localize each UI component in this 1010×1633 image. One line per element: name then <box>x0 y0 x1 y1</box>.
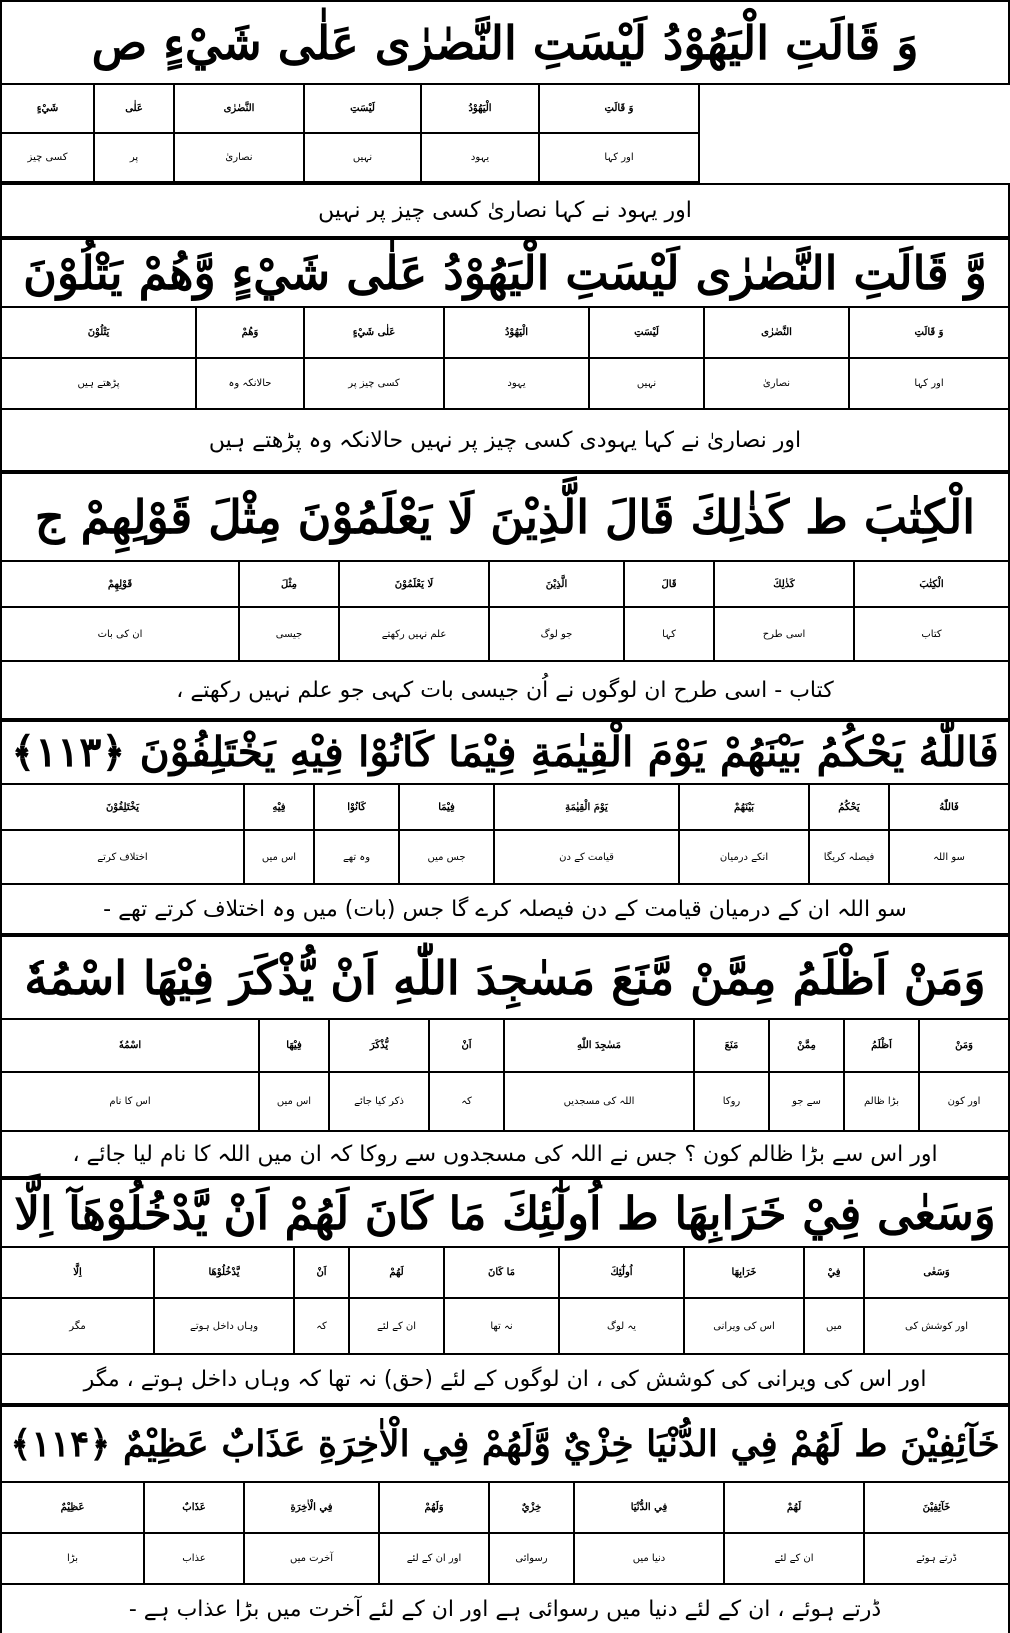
word-arabic: النَّصٰرٰى <box>703 308 848 357</box>
word-meaning: اس میں <box>258 1073 328 1130</box>
word-meaning: سے جو <box>768 1073 843 1130</box>
word-arabic: اَنْ <box>428 1020 503 1071</box>
word-arabic: وَسَعٰى <box>863 1248 1008 1297</box>
word-meaning: کہا <box>623 608 713 660</box>
word-meaning: ان کے لئے <box>723 1534 863 1583</box>
verse-line <box>0 720 1010 785</box>
word-arabic: فِيْ <box>803 1248 863 1297</box>
word-meaning: ڈرتے ہوئے <box>863 1534 1008 1583</box>
word-arabic: شَيْءٍ <box>36 103 59 114</box>
word-arabic: عَلٰى شَيْءٍ <box>303 308 443 357</box>
word-meaning: نہ تھا <box>443 1299 558 1353</box>
verse-text: خَآئِفِيْنَ ط لَهُمْ فِي الدُّنْيَا خِزْيٌ وَّلَهُمْ فِي الْاٰخِرَةِ عَذَابٌ عَظِيْمٌ ﴿۱۱۴﴾ <box>10 1423 1000 1465</box>
word-meaning: آخرت میں <box>243 1534 378 1583</box>
translation-line <box>0 183 1010 238</box>
word-meaning: ان کی بات <box>97 628 143 640</box>
word-arabic: فِي الْاٰخِرَةِ <box>243 1483 378 1532</box>
word-meaning: بڑا ظالم <box>843 1073 918 1130</box>
word-meaning: اور کوشش کی <box>863 1299 1008 1353</box>
translation-line <box>0 1585 1010 1633</box>
word-meaning: پڑھتے ہیں <box>77 378 120 389</box>
word-meaning: میں <box>803 1299 863 1353</box>
word-meaning: نصاریٰ <box>173 134 303 181</box>
word-arabic: وَمَنْ <box>918 1020 1008 1071</box>
word-meaning: جیسی <box>238 608 338 660</box>
word-meaning: فیصلہ کریگا <box>808 831 888 883</box>
word-meaning: حالانکہ وہ <box>195 359 303 408</box>
word-meaning: کتاب <box>853 608 1008 660</box>
word-arabic: فِيْهِ <box>243 785 313 829</box>
translation-text: ڈرتے ہوئے ، ان کے لئے دنیا میں رسوائی ہے اور ان کے لئے آخرت میں بڑا عذاب ہے - <box>128 1596 882 1622</box>
word-arabic: عَظِيْمٌ <box>60 1502 85 1513</box>
word-meaning: قیامت کے دن <box>493 831 678 883</box>
word-meaning: بڑا <box>66 1553 79 1564</box>
translation-line <box>0 885 1010 935</box>
word-grid <box>0 1483 1010 1585</box>
verse-text: وَّ قَالَتِ النَّصٰرٰى لَيْسَتِ الْيَهُوْدُ عَلٰى شَيْءٍ وَّهُمْ يَتْلُوْنَ <box>23 246 987 300</box>
word-arabic: اِلَّا <box>73 1267 82 1279</box>
word-meaning: اللہ کی مسجدیں <box>503 1073 693 1130</box>
word-arabic: مَنَعَ <box>693 1020 768 1071</box>
word-meaning: اور کہا <box>848 359 1008 408</box>
word-arabic: اسْمُهٗ <box>118 1040 142 1052</box>
verse-line <box>0 1178 1010 1248</box>
translation-line <box>0 1132 1010 1178</box>
word-meaning: سو اللہ <box>888 831 1008 883</box>
word-meaning: کہ <box>293 1299 348 1353</box>
verse-line <box>0 0 1010 85</box>
word-meaning: پر <box>93 134 173 181</box>
word-arabic: اُولٰٓئِكَ <box>558 1248 683 1297</box>
word-meaning: یہ لوگ <box>558 1299 683 1353</box>
word-meaning: یہود <box>443 359 588 408</box>
word-arabic: خَآئِفِيْنَ <box>863 1483 1008 1532</box>
word-arabic: لَا يَعْلَمُوْنَ <box>338 562 488 606</box>
verse-line <box>0 238 1010 308</box>
word-arabic: الَّذِيْنَ <box>488 562 623 606</box>
word-arabic: فِي الدُّنْيَا <box>573 1483 723 1532</box>
word-meaning: مگر <box>69 1320 86 1332</box>
word-arabic: مَا كَانَ <box>443 1248 558 1297</box>
word-meaning: نہیں <box>303 134 420 181</box>
word-meaning: اس میں <box>243 831 313 883</box>
word-meaning: کسی چیز <box>27 152 68 163</box>
word-arabic: لَهُمْ <box>348 1248 443 1297</box>
word-arabic: عَذَابٌ <box>143 1483 243 1532</box>
word-arabic: الْيَهُوْدُ <box>443 308 588 357</box>
word-meaning: اختلاف کرتے <box>97 851 148 863</box>
word-meaning: ذکر کیا جائے <box>328 1073 428 1130</box>
verse-text: الْكِتٰبَ ط كَذٰلِكَ قَالَ الَّذِيْنَ لَا يَعْلَمُوْنَ مِثْلَ قَوْلِهِمْ ج <box>34 490 976 544</box>
word-arabic: اَنْ <box>293 1248 348 1297</box>
word-arabic: الْيَهُوْدُ <box>420 85 538 132</box>
word-meaning: وہ تھے <box>313 831 398 883</box>
word-meaning: اس کی ویرانی <box>683 1299 803 1353</box>
word-arabic: يَخْتَلِفُوْنَ <box>105 801 140 813</box>
word-grid <box>0 785 1010 885</box>
word-grid <box>0 1020 1010 1132</box>
word-grid <box>0 562 1010 662</box>
word-arabic: يَّدْخُلُوْهَا <box>153 1248 293 1297</box>
word-arabic: اَظْلَمُ <box>843 1020 918 1071</box>
word-meaning: اور ان کے لئے <box>378 1534 488 1583</box>
word-grid <box>0 308 1010 410</box>
word-meaning: یہود <box>420 134 538 181</box>
word-meaning: وہاں داخل ہوتے <box>153 1299 293 1353</box>
word-arabic: قَوْلِهِمْ <box>107 578 133 590</box>
verse-text: وَمَنْ اَظْلَمُ مِمَّنْ مَّنَعَ مَسٰجِدَ اللّٰهِ اَنْ يُّذْكَرَ فِيْهَا اسْمُهٗ <box>24 950 986 1005</box>
word-meaning: عذاب <box>143 1534 243 1583</box>
word-arabic: قَالَ <box>623 562 713 606</box>
word-arabic: بَيْنَهُمْ <box>678 785 808 829</box>
word-arabic: وَهُمْ <box>195 308 303 357</box>
word-arabic: وَ قَالَتِ <box>538 85 698 132</box>
word-grid <box>0 1248 1010 1355</box>
word-meaning: رسوائی <box>488 1534 573 1583</box>
word-arabic: كَذٰلِكَ <box>713 562 853 606</box>
word-arabic: وَلَهُمْ <box>378 1483 488 1532</box>
word-arabic: يَحْكُمُ <box>808 785 888 829</box>
verse-text: وَ قَالَتِ الْيَهُوْدُ لَيْسَتِ النَّصٰرٰى عَلٰى شَيْءٍ ص <box>91 15 919 70</box>
word-arabic: خَرَابِهَا <box>683 1248 803 1297</box>
translation-text: کتاب - اسی طرح ان لوگوں نے اُن جیسی بات کہی جو علم نہیں رکھتے ، <box>176 677 834 703</box>
word-meaning: انکے درمیان <box>678 831 808 883</box>
word-arabic: الْكِتٰبَ <box>853 562 1008 606</box>
word-meaning: نصاریٰ <box>703 359 848 408</box>
verse-text: وَسَعٰى فِيْ خَرَابِهَا ط اُولٰٓئِكَ مَا كَانَ لَهُمْ اَنْ يَّدْخُلُوْهَآ اِلَّا <box>14 1186 996 1240</box>
word-meaning: کہ <box>428 1073 503 1130</box>
translation-line <box>0 662 1010 720</box>
word-arabic: فِيْمَا <box>398 785 493 829</box>
word-arabic: وَ قَالَتِ <box>848 308 1008 357</box>
word-arabic: مَسٰجِدَ اللّٰهِ <box>503 1020 693 1071</box>
word-arabic: لَيْسَتِ <box>303 85 420 132</box>
word-meaning: دنیا میں <box>573 1534 723 1583</box>
translation-text: اور اس سے بڑا ظالم کون ؟ جس نے اللہ کی مسجدوں سے روکا کہ ان میں اللہ کا نام لیا جائے ، <box>72 1141 938 1167</box>
word-arabic: عَلٰى <box>93 85 173 132</box>
word-meaning: اسی طرح <box>713 608 853 660</box>
verse-line <box>0 1405 1010 1483</box>
word-arabic: يُّذْكَرَ <box>328 1020 428 1071</box>
word-meaning: جو لوگ <box>488 608 623 660</box>
word-meaning: روکا <box>693 1073 768 1130</box>
word-meaning: اور کون <box>918 1073 1008 1130</box>
word-meaning: ان کے لئے <box>348 1299 443 1353</box>
word-arabic: النَّصٰرٰى <box>173 85 303 132</box>
word-meaning: نہیں <box>588 359 703 408</box>
verse-text: فَاللّٰهُ يَحْكُمُ بَيْنَهُمْ يَوْمَ الْقِيٰمَةِ فِيْمَا كَانُوْا فِيْهِ يَخْتَلِفُوْنَ ﴿۱۱۳﴾ <box>11 728 999 776</box>
word-arabic: يَوْمَ الْقِيٰمَةِ <box>493 785 678 829</box>
word-arabic: فَاللّٰهُ <box>888 785 1008 829</box>
translation-line <box>0 410 1010 472</box>
word-arabic: مِمَّنْ <box>768 1020 843 1071</box>
translation-text: اور اس کی ویرانی کی کوشش کی ، ان لوگوں کے لئے (حق) نہ تھا کہ وہاں داخل ہوتے ، مگر <box>83 1366 927 1392</box>
word-arabic: كَانُوْا <box>313 785 398 829</box>
word-arabic: لَهُمْ <box>723 1483 863 1532</box>
word-arabic: لَيْسَتِ <box>588 308 703 357</box>
word-meaning: اس کا نام <box>109 1096 151 1108</box>
word-arabic: يَتْلُوْنَ <box>87 327 110 338</box>
word-meaning: جس میں <box>398 831 493 883</box>
word-meaning: علم نہیں رکھتے <box>338 608 488 660</box>
translation-text: اور نصاریٰ نے کہا یہودی کسی چیز پر نہیں حالانکہ وہ پڑھتے ہیں <box>208 427 802 453</box>
verse-line <box>0 472 1010 562</box>
word-arabic: مِثْلَ <box>238 562 338 606</box>
translation-line <box>0 1355 1010 1405</box>
word-arabic: فِيْهَا <box>258 1020 328 1071</box>
verse-line <box>0 935 1010 1020</box>
word-arabic: خِزْيٌ <box>488 1483 573 1532</box>
translation-text: اور یہود نے کہا نصاریٰ کسی چیز پر نہیں <box>318 198 692 223</box>
word-meaning: کسی چیز پر <box>303 359 443 408</box>
word-meaning: اور کہا <box>538 134 698 181</box>
word-grid <box>0 85 700 183</box>
translation-text: سو اللہ ان کے درمیان قیامت کے دن فیصلہ کرے گا جس (بات) میں وہ اختلاف کرتے تھے - <box>103 896 907 922</box>
